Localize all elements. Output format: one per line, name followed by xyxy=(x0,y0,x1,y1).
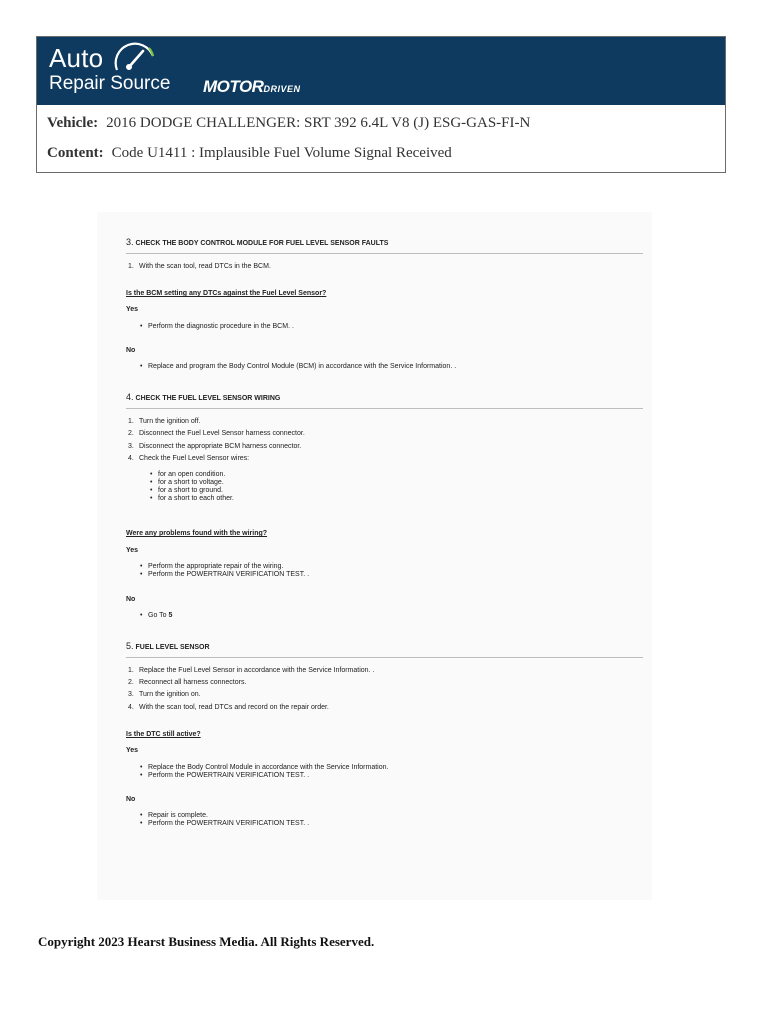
section-3-yes-item: • Perform the diagnostic procedure in the BCM. . xyxy=(140,323,294,331)
step-text: Turn the ignition on. xyxy=(139,691,201,698)
step-number: 1. xyxy=(128,667,134,674)
section-5-yes-label: Yes xyxy=(126,747,139,754)
step-text: With the scan tool, read DTCs in the BCM. xyxy=(139,263,271,270)
section-5-no-item: • Repair is complete. xyxy=(140,812,208,820)
step-number: 2. xyxy=(128,679,134,686)
section-4-yes-item: • Perform the POWERTRAIN VERIFICATION TEST. . xyxy=(140,571,309,579)
step-number: 1. xyxy=(128,418,134,425)
section-4-yes-label: Yes xyxy=(126,547,139,554)
section-5-yes-item: • Perform the POWERTRAIN VERIFICATION TEST. . xyxy=(140,772,309,780)
content-row xyxy=(47,144,452,162)
section-4-no-label: No xyxy=(126,596,136,603)
document-header xyxy=(36,36,726,173)
section-4-yes-item: • Perform the appropriate repair of the wiring. xyxy=(140,563,283,571)
section-5-no-item: • Perform the POWERTRAIN VERIFICATION TEST. . xyxy=(140,820,309,828)
section-3-title-text: CHECK THE BODY CONTROL MODULE FOR FUEL LEVEL SENSOR FAULTS xyxy=(135,240,389,247)
vehicle-label: Vehicle: xyxy=(47,115,99,131)
gauge-icon xyxy=(113,42,157,72)
brand-banner xyxy=(37,37,725,105)
section-5-step-4 xyxy=(128,703,329,712)
step-number: 3. xyxy=(128,443,134,450)
step-text: Turn the ignition off. xyxy=(139,418,201,425)
go-to-text: Go To xyxy=(148,612,169,619)
step-number: 4. xyxy=(128,455,134,462)
section-3-step-1 xyxy=(128,262,271,271)
section-4-number: 4. xyxy=(126,392,134,402)
section-5-step-3 xyxy=(128,690,201,699)
section-4-no-item xyxy=(140,612,172,620)
procedure-document xyxy=(97,212,652,900)
driven-logo-text: DRIVEN xyxy=(263,84,301,94)
vehicle-row xyxy=(47,114,530,132)
section-3-title xyxy=(126,237,643,254)
section-4-step-1 xyxy=(128,417,200,426)
wire-check-item: • for a short to voltage. xyxy=(150,479,224,487)
step-text: Disconnect the appropriate BCM harness connector. xyxy=(139,443,302,450)
wire-check-item: • for a short to ground. xyxy=(150,487,223,495)
motor-driven-logo xyxy=(203,77,300,99)
step-number: 4. xyxy=(128,704,134,711)
step-number: 3. xyxy=(128,691,134,698)
section-4-title-text: CHECK THE FUEL LEVEL SENSOR WIRING xyxy=(135,395,281,402)
section-4-step-2 xyxy=(128,429,305,438)
step-text: With the scan tool, read DTCs and record on the repair order. xyxy=(139,704,329,711)
step-text: Check the Fuel Level Sensor wires: xyxy=(139,455,250,462)
step-text: Replace the Fuel Level Sensor in accordance with the Service Information. . xyxy=(139,667,375,674)
vehicle-value: 2016 DODGE CHALLENGER: SRT 392 6.4L V8 (J) ESG-GAS-FI-N xyxy=(106,115,531,131)
copyright-notice: Copyright 2023 Hearst Business Media. All Rights Reserved. xyxy=(38,934,375,949)
section-4-title xyxy=(126,392,643,409)
section-3-question: Is the BCM setting any DTCs against the Fuel Level Sensor? xyxy=(126,290,327,297)
step-text: Reconnect all harness connectors. xyxy=(139,679,247,686)
section-5-step-2 xyxy=(128,678,246,687)
section-5-step-1 xyxy=(128,666,374,675)
section-4-step-4 xyxy=(128,454,249,463)
section-3-number: 3. xyxy=(126,237,134,247)
section-3-yes-label: Yes xyxy=(126,306,139,313)
step-text: Disconnect the Fuel Level Sensor harness connector. xyxy=(139,430,305,437)
auto-logo-text: Auto xyxy=(49,43,104,73)
section-4-step-3 xyxy=(128,442,301,451)
section-5-yes-item: • Replace the Body Control Module in accordance with the Service Information. xyxy=(140,764,388,772)
go-to-target: 5 xyxy=(168,612,173,619)
content-label: Content: xyxy=(47,145,104,161)
section-5-title xyxy=(126,641,643,658)
section-5-title-text: FUEL LEVEL SENSOR xyxy=(135,644,210,651)
section-5-number: 5. xyxy=(126,641,134,651)
content-value: Code U1411 : Implausible Fuel Volume Signal Received xyxy=(111,145,452,161)
motor-logo-text: MOTOR xyxy=(203,77,264,96)
section-3-no-item: • Replace and program the Body Control Module (BCM) in accordance with the Service Information. . xyxy=(140,363,456,371)
section-5-question: Is the DTC still active? xyxy=(126,731,201,738)
wire-check-item: • for an open condition. xyxy=(150,471,225,479)
step-number: 1. xyxy=(128,263,134,270)
section-5-no-label: No xyxy=(126,796,136,803)
step-number: 2. xyxy=(128,430,134,437)
repair-source-logo-text: Repair Source xyxy=(49,73,171,94)
section-4-question: Were any problems found with the wiring? xyxy=(126,530,268,537)
wire-check-item: • for a short to each other. xyxy=(150,495,234,503)
section-3-no-label: No xyxy=(126,347,136,354)
